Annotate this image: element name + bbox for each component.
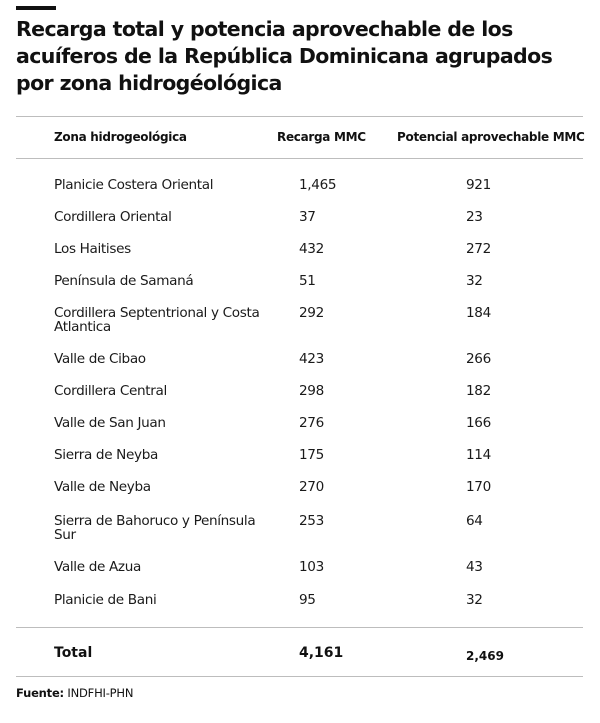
column-header-potencial: Potencial aprovechable MMC (397, 130, 585, 144)
recarga-cell: 276 (299, 415, 324, 431)
recarga-cell: 1,465 (299, 177, 337, 193)
potencial-cell: 23 (466, 209, 483, 225)
table-row (0, 514, 600, 546)
table-row (0, 210, 600, 242)
zone-cell: Planicie de Bani (54, 592, 157, 608)
zone-cell: Cordillera Septentrional y Costa Atlantica (54, 305, 260, 335)
recarga-cell: 423 (299, 351, 324, 367)
potencial-cell: 182 (466, 383, 491, 399)
potencial-cell: 43 (466, 559, 483, 575)
table-row (0, 448, 600, 480)
potencial-cell: 166 (466, 415, 491, 431)
potencial-cell: 272 (466, 241, 491, 257)
total-divider (16, 627, 583, 628)
potencial-cell: 266 (466, 351, 491, 367)
potencial-cell: 32 (466, 273, 483, 289)
table-row (0, 416, 600, 448)
zone-cell: Sierra de Bahoruco y Península Sur (54, 513, 256, 543)
zone-cell: Sierra de Neyba (54, 447, 158, 463)
potencial-cell: 184 (466, 305, 491, 321)
table-top-rule (16, 116, 583, 117)
potencial-cell: 32 (466, 592, 483, 608)
recarga-cell: 292 (299, 305, 324, 321)
recarga-cell: 103 (299, 559, 324, 575)
table-row (0, 352, 600, 384)
zone-cell: Península de Samaná (54, 273, 194, 289)
potencial-cell: 170 (466, 479, 491, 495)
table-row (0, 480, 600, 512)
source-label: Fuente: (16, 686, 64, 700)
recarga-cell: 37 (299, 209, 316, 225)
total-label: Total (54, 645, 93, 661)
recarga-cell: 270 (299, 479, 324, 495)
title-accent-rule (16, 6, 56, 10)
recarga-cell: 51 (299, 273, 316, 289)
zone-cell: Cordillera Central (54, 383, 167, 399)
zone-cell: Planicie Costera Oriental (54, 177, 214, 193)
table-row (0, 274, 600, 306)
table-row (0, 593, 600, 625)
recarga-cell: 298 (299, 383, 324, 399)
chart-title: Recarga total y potencia aprovechable de los acuíferos de la República Dominicana agrupados por zona hidrogéológica (16, 17, 553, 95)
table-row (0, 242, 600, 274)
header-divider (16, 158, 583, 159)
source-text: INDFHI-PHN (67, 686, 134, 700)
table-row (0, 306, 600, 338)
zone-cell: Valle de Neyba (54, 479, 151, 495)
recarga-cell: 253 (299, 513, 324, 529)
recarga-cell: 432 (299, 241, 324, 257)
source-note (16, 686, 133, 700)
table-row (0, 560, 600, 592)
zone-cell: Valle de Azua (54, 559, 141, 575)
potencial-cell: 114 (466, 447, 491, 463)
zone-cell: Valle de San Juan (54, 415, 166, 431)
total-potencial: 2,469 (466, 649, 504, 663)
potencial-cell: 64 (466, 513, 483, 529)
recarga-cell: 95 (299, 592, 316, 608)
table-bottom-rule (16, 676, 583, 677)
table-row (0, 178, 600, 210)
potencial-cell: 921 (466, 177, 491, 193)
zone-cell: Valle de Cibao (54, 351, 146, 367)
zone-cell: Cordillera Oriental (54, 209, 172, 225)
column-header-zone: Zona hidrogeológica (54, 130, 187, 144)
total-recarga: 4,161 (299, 645, 344, 661)
recarga-cell: 175 (299, 447, 324, 463)
zone-cell: Los Haitises (54, 241, 131, 257)
column-header-recarga: Recarga MMC (277, 130, 366, 144)
table-row (0, 384, 600, 416)
